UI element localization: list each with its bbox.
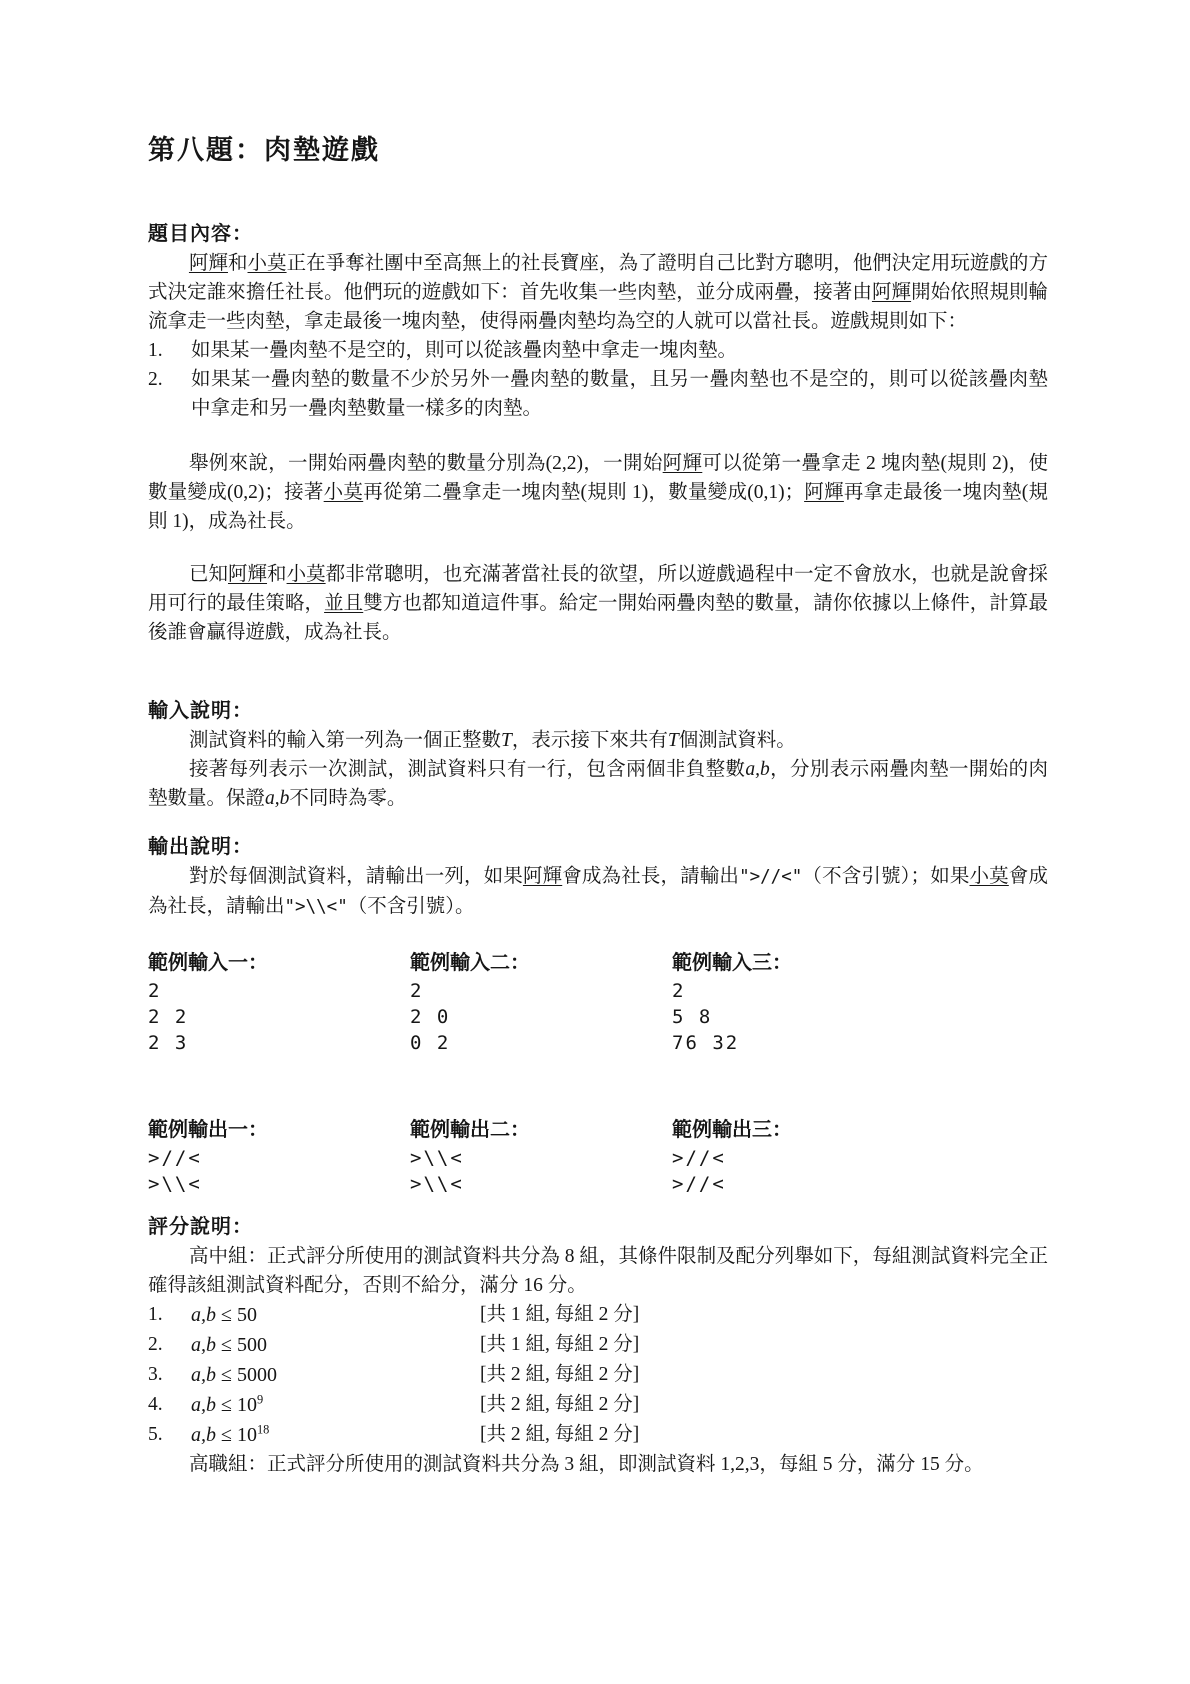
sample-output-2-code: >\\< >\\< [410,1147,464,1195]
sample-outputs-row [148,1116,1048,1197]
scoring-item-constraint: a,b ≤ 50 [191,1304,257,1326]
sample-input-3-heading: 範例輸入三： [672,952,792,974]
scoring-item-3 [148,1360,1048,1390]
section-heading-scoring: 評分說明： [148,1216,253,1238]
input-paragraph-1: 測試資料的輸入第一列為一個正整數T，表示接下來共有T個測試資料。 [188,730,796,751]
sample-output-2-heading: 範例輸出二： [410,1119,530,1141]
scoring-item-constraint: a,b ≤ 500 [191,1334,267,1356]
scoring-item-number: 3. [148,1364,163,1385]
scoring-item-number: 4. [148,1394,163,1415]
rule-number: 1. [148,340,163,361]
sample-output-3-code: >//< >//< [672,1147,726,1195]
scoring-item-constraint: $a,b \le 10^9$ [191,1392,264,1416]
problem-paragraph-1: 阿輝和小莫正在爭奪社團中至高無上的社長寶座，為了證明自己比對方聰明，他們決定用玩遊戲的方式決定誰來擔任社長。他們玩的遊戲如下：首先收集一些肉墊，並分成兩疊，接著由阿輝開始依照規則輪流拿走一些肉墊，拿走最後一塊肉墊，使得兩疊肉墊均為空的人就可以當社長。遊戲規則如下： [148,253,1048,332]
output-paragraph-1: 對於每個測試資料，請輸出一列，如果阿輝會成為社長，請輸出">//<"（不含引號）；如果小莫會成為社長，請輸出">\\<"（不含引號）。 [148,866,1048,917]
sample-output-3-heading: 範例輸出三： [672,1119,792,1141]
sample-output-1-heading: 範例輸出一： [148,1119,268,1141]
scoring-item-number: 2. [148,1334,163,1355]
rule-item-2 [148,365,1048,423]
sample-output-2 [410,1116,672,1197]
scoring-item-2 [148,1330,1048,1360]
sample-input-2-heading: 範例輸入二： [410,952,530,974]
sample-input-1 [148,949,410,1056]
scoring-item-constraint: a,b ≤ 5000 [191,1364,277,1386]
sample-inputs-row [148,949,1048,1056]
scoring-item-number: 1. [148,1304,163,1325]
page-title: 第八題：肉墊遊戲 [148,135,380,165]
sample-input-1-code: 2 2 2 2 3 [148,980,189,1054]
input-paragraph-2: 接著每列表示一次測試，測試資料只有一行，包含兩個非負整數a,b，分別表示兩疊肉墊一開始的肉墊數量。保證a,b不同時為零。 [148,759,1048,809]
problem-paragraph-strategy: 已知阿輝和小莫都非常聰明，也充滿著當社長的欲望，所以遊戲過程中一定不會放水，也就是說會採用可行的最佳策略，並且雙方也都知道這件事。給定一開始兩疊肉墊的數量，請你依據以上條件，計算最後誰會贏得遊戲，成為社長。 [148,564,1048,643]
rule-number: 2. [148,369,163,390]
scoring-item-5 [148,1420,1048,1450]
sample-input-2-code: 2 2 0 0 2 [410,980,451,1054]
scoring-item-allocation: [共 1 組, 每組 2 分] [480,1304,640,1325]
sample-input-3-code: 2 5 8 76 32 [672,980,740,1054]
sample-output-1 [148,1116,410,1197]
problem-paragraph-example: 舉例來說，一開始兩疊肉墊的數量分別為(2,2)，一開始阿輝可以從第一疊拿走 2 塊肉墊(規則 2)，使數量變成(0,2)；接著小莫再從第二疊拿走一塊肉墊(規則 1)，數量變成(0,1)；阿輝再拿走最後一塊肉墊(規則 1)，成為社長。 [148,453,1048,532]
rule-text: 如果某一疊肉墊的數量不少於另外一疊肉墊的數量，且另一疊肉墊也不是空的，則可以從該疊肉墊中拿走和另一疊肉墊數量一樣多的肉墊。 [191,369,1048,419]
sample-input-1-heading: 範例輸入一： [148,952,268,974]
scoring-item-constraint: $a,b \le 10^{18}$ [191,1422,270,1446]
section-heading-output: 輸出說明： [148,836,253,858]
document-content [148,132,1048,1479]
rule-item-1 [148,336,1048,365]
scoring-paragraph-vocational: 高職組：正式評分所使用的測試資料共分為 3 組，即測試資料 1,2,3，每組 5 分，滿分 15 分。 [188,1454,984,1475]
section-heading-problem-content: 題目內容： [148,223,253,245]
scoring-item-allocation: [共 2 組, 每組 2 分] [480,1364,640,1385]
scoring-paragraph-highschool: 高中組：正式評分所使用的測試資料共分為 8 組，其條件限制及配分列舉如下，每組測試資料完全正確得該組測試資料配分，否則不給分，滿分 16 分。 [148,1246,1048,1296]
scoring-item-allocation: [共 2 組, 每組 2 分] [480,1424,640,1445]
scoring-item-4 [148,1390,1048,1420]
sample-input-3 [672,949,792,1056]
scoring-item-number: 5. [148,1424,163,1445]
scoring-item-allocation: [共 2 組, 每組 2 分] [480,1394,640,1415]
scoring-item-1 [148,1300,1048,1330]
sample-output-3 [672,1116,792,1197]
sample-output-1-code: >//< >\\< [148,1147,202,1195]
section-heading-input: 輸入說明： [148,700,253,722]
sample-input-2 [410,949,672,1056]
scoring-item-allocation: [共 1 組, 每組 2 分] [480,1334,640,1355]
rule-text: 如果某一疊肉墊不是空的，則可以從該疊肉墊中拿走一塊肉墊。 [191,340,738,361]
